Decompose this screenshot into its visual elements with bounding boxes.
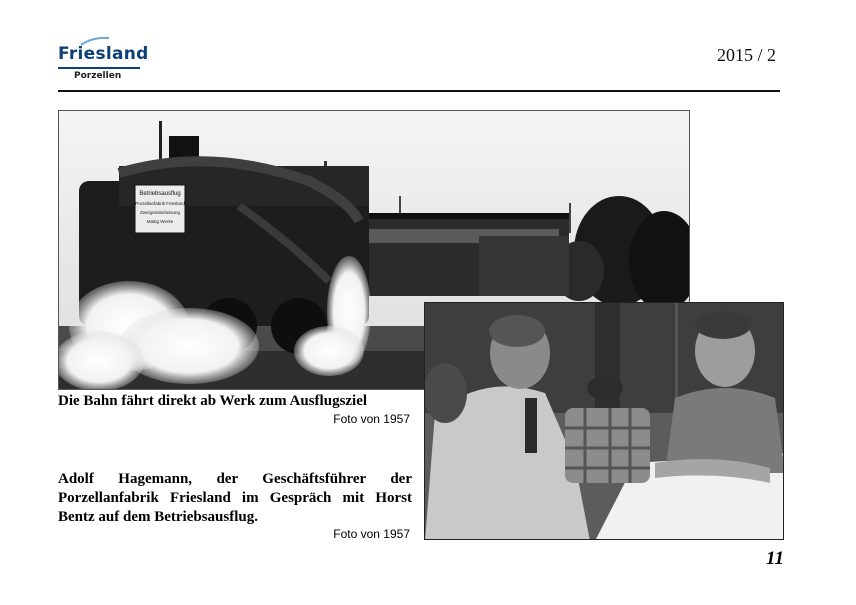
sign-line-4: Mattig Werke bbox=[146, 219, 174, 224]
train-photo-credit: Foto von 1957 bbox=[333, 412, 410, 426]
issue-number: 2015 / 2 bbox=[716, 45, 776, 65]
logo-subtitle: Porzellen bbox=[74, 71, 122, 81]
sign-line-2: Porzellanfabrik Friesland bbox=[135, 201, 185, 206]
logo-wordmark: Friesland bbox=[58, 44, 149, 64]
train-caption: Die Bahn fährt direkt ab Werk zum Ausflugsziel bbox=[58, 393, 368, 409]
header-divider bbox=[58, 90, 780, 92]
meeting-caption: Adolf Hagemann, der Geschäftsführer der Porzellanfabrik Friesland im Gespräch mit Horst Bentz auf dem Betriebsausflug. bbox=[58, 471, 412, 525]
sign-line-3: Zweigniederlassung bbox=[139, 210, 181, 215]
meeting-photo-credit: Foto von 1957 bbox=[333, 527, 410, 541]
logo-underline bbox=[58, 67, 140, 69]
meeting-photo bbox=[424, 302, 784, 540]
friesland-logo bbox=[58, 38, 149, 86]
page-number: 11 bbox=[766, 548, 784, 569]
sign-line-1: Betriebsausflug bbox=[139, 191, 181, 197]
